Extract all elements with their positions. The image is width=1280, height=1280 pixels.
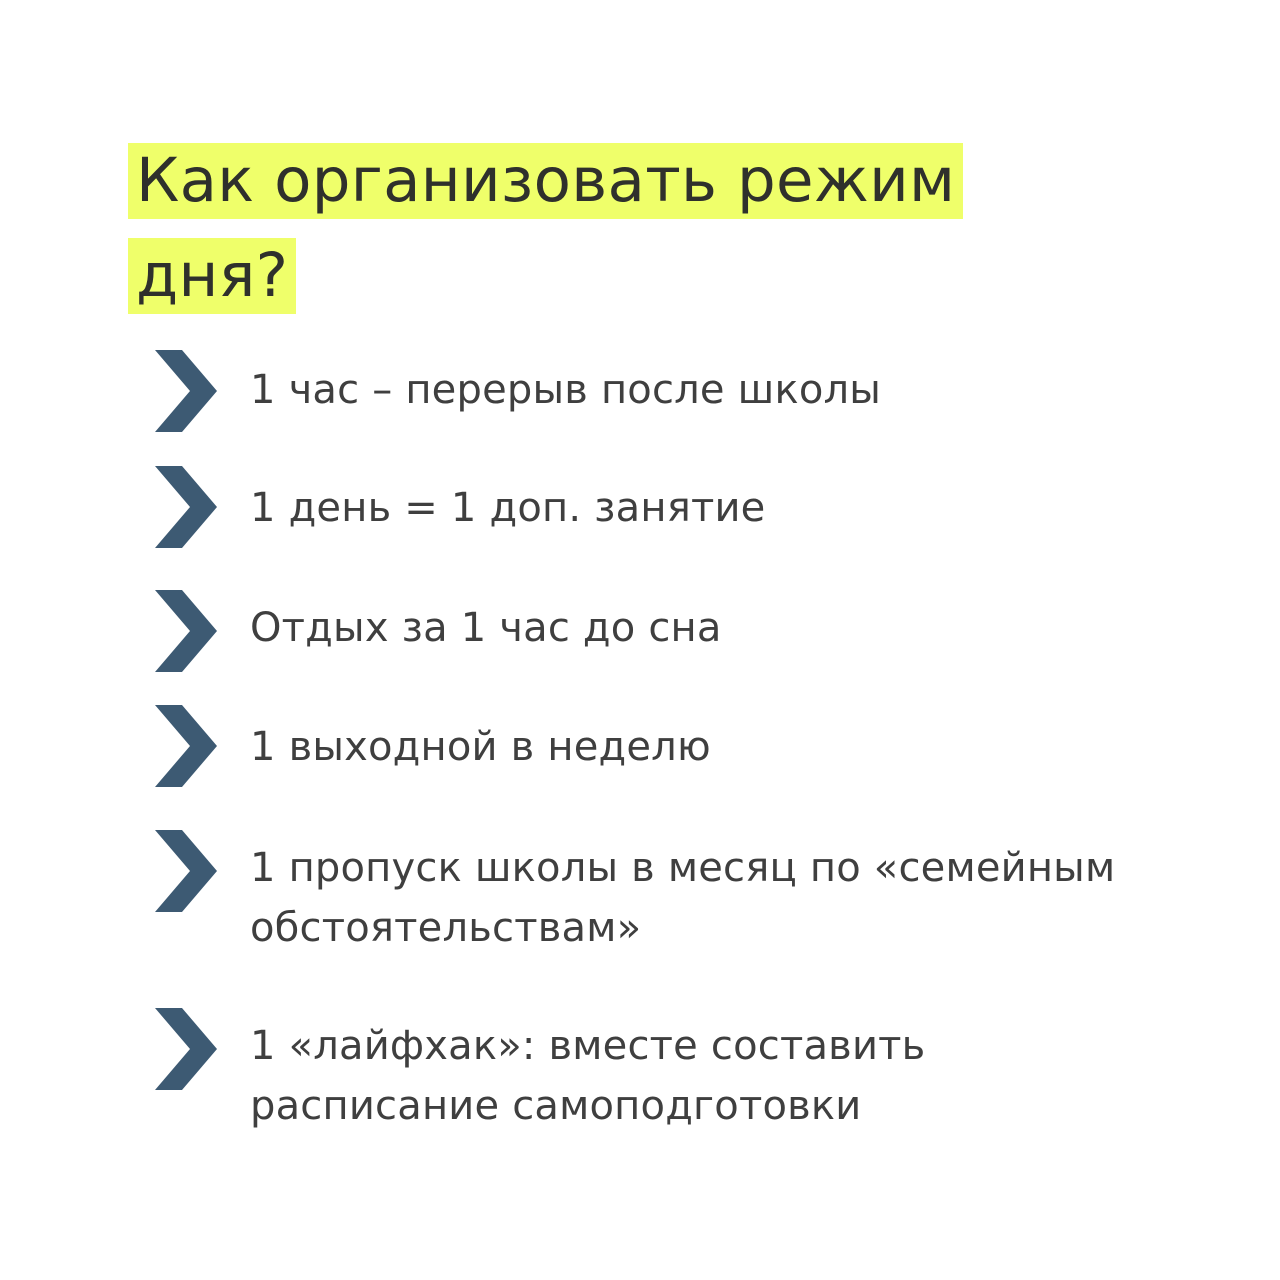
list-item-text-line-2: обстоятельствам» <box>250 905 642 951</box>
chevron-right-icon <box>155 705 217 787</box>
list-item-text-line-1: 1 «лайфхак»: вместе составить <box>250 1023 926 1069</box>
chevron-right-icon <box>155 590 217 672</box>
list-item-text-line-1: 1 пропуск школы в месяц по «семейным <box>250 845 1116 891</box>
list-item-text: 1 час – перерыв после школы <box>250 367 882 413</box>
chevron-right-icon <box>155 830 217 912</box>
chevron-right-icon <box>155 1008 217 1090</box>
chevron-right-icon <box>155 466 217 548</box>
list-item-text: Отдых за 1 час до сна <box>250 605 722 651</box>
list-item-text: 1 выходной в неделю <box>250 724 711 770</box>
page-title-line-2: дня? <box>128 238 296 314</box>
chevron-right-icon <box>155 350 217 432</box>
list-item-text: 1 день = 1 доп. занятие <box>250 485 766 531</box>
page-title-line-1: Как организовать режим <box>128 143 963 219</box>
list-item-text-line-2: расписание самоподготовки <box>250 1083 862 1129</box>
